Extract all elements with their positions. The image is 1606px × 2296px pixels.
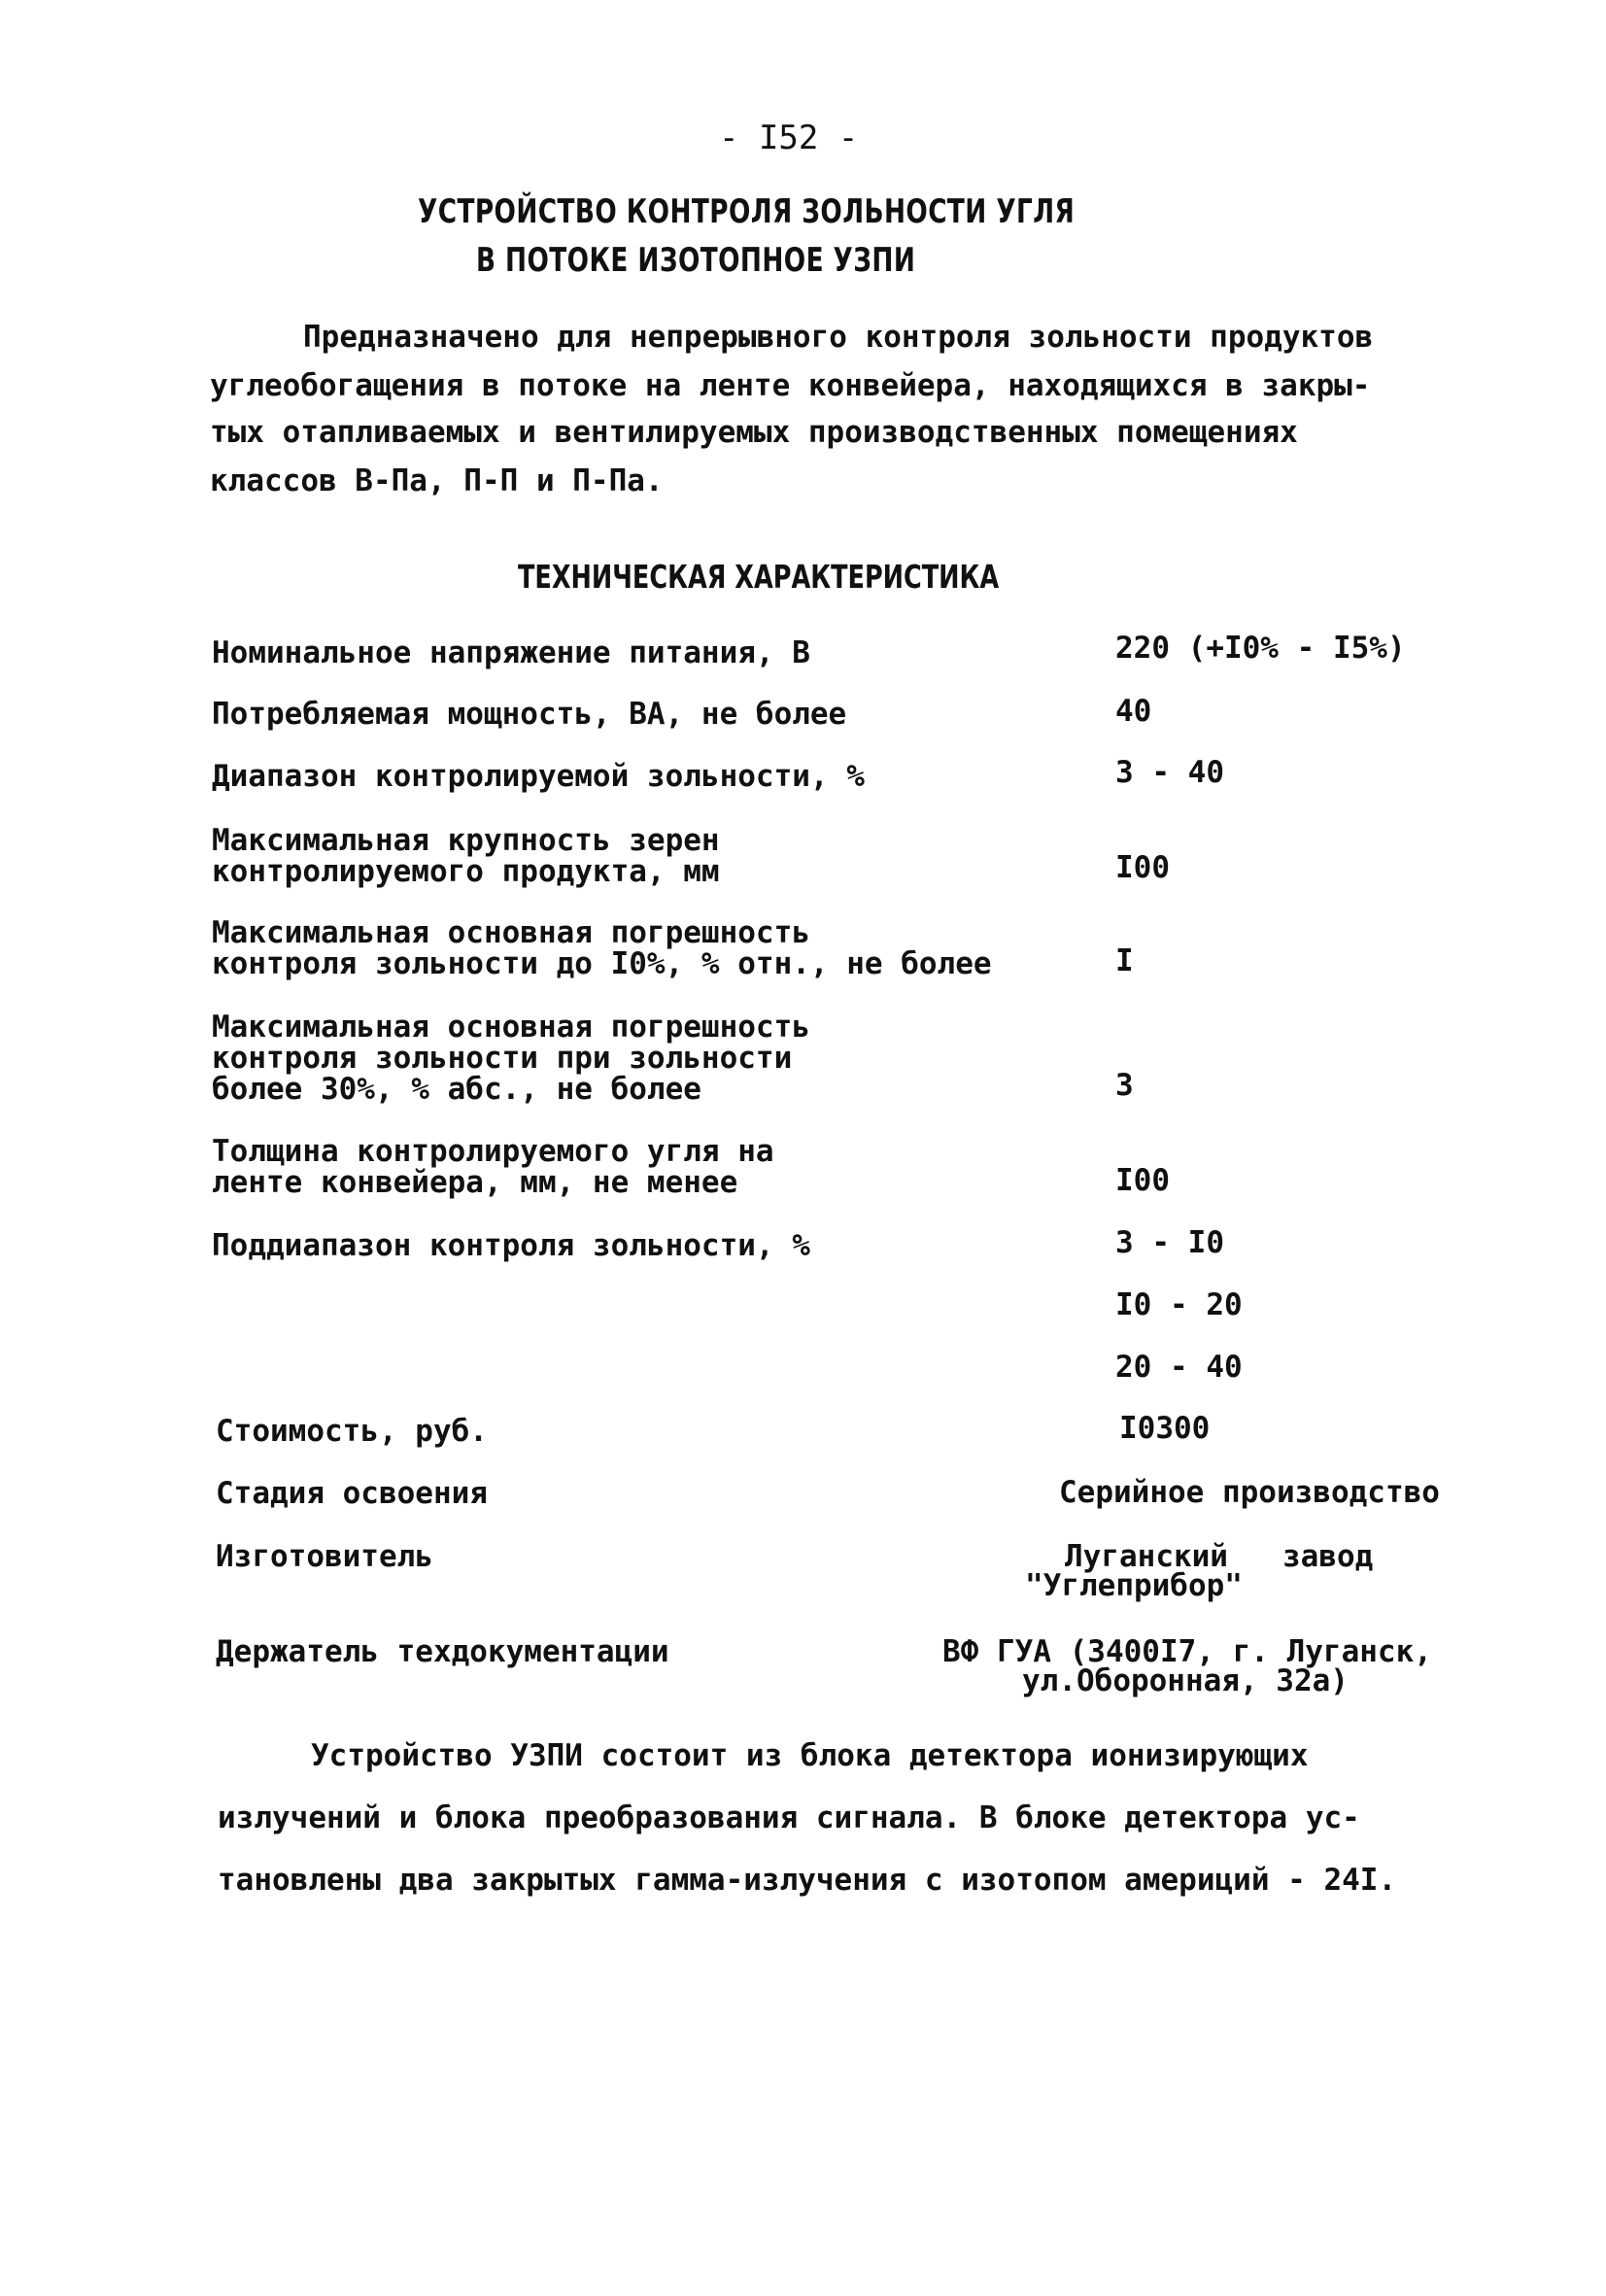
intro-line-2: углеобогащения в потоке на ленте конвейера, находящихся в закры- bbox=[210, 368, 1371, 403]
spec-value: ВФ ГУА (3400I7, г. Луганск, bbox=[942, 1634, 1432, 1669]
spec-value: 40 bbox=[1115, 694, 1152, 729]
spec-value: Серийное производство bbox=[1059, 1475, 1440, 1510]
spec-label: Держатель техдокументации bbox=[216, 1634, 669, 1669]
spec-value: 220 (+I0% - I5%) bbox=[1115, 631, 1406, 666]
spec-label: Диапазон контролируемой зольности, % bbox=[212, 759, 865, 794]
spec-label: Номинальное напряжение питания, В bbox=[212, 635, 810, 670]
spec-label: Максимальная основная погрешность bbox=[212, 915, 810, 950]
spec-label: Стадия освоения bbox=[216, 1476, 488, 1511]
spec-value: I bbox=[1115, 943, 1134, 978]
spec-label: Стоимость, руб. bbox=[216, 1414, 488, 1449]
spec-value: "Углеприбор" bbox=[1025, 1568, 1243, 1603]
spec-label: ленте конвейера, мм, не менее bbox=[212, 1165, 738, 1200]
spec-value: I00 bbox=[1115, 850, 1170, 885]
spec-label: контролируемого продукта, мм bbox=[212, 854, 720, 889]
intro-line-4: классов В-Па, П-П и П-Па. bbox=[210, 463, 664, 498]
intro-line-1: Предназначено для непрерывного контроля зольности продуктов bbox=[303, 320, 1374, 355]
document-title-line-1: УСТРОЙСТВО КОНТРОЛЯ ЗОЛЬНОСТИ УГЛЯ bbox=[418, 192, 1076, 231]
spec-value: 3 - 40 bbox=[1115, 755, 1224, 790]
spec-label: Максимальная крупность зерен bbox=[212, 823, 720, 858]
spec-value: Луганский завод bbox=[1065, 1539, 1374, 1574]
section-heading: ТЕХНИЧЕСКАЯ ХАРАКТЕРИСТИКА bbox=[518, 558, 1000, 596]
spec-value: I0300 bbox=[1119, 1411, 1211, 1446]
spec-label: Потребляемая мощность, ВА, не более bbox=[212, 697, 847, 732]
spec-label: Изготовитель bbox=[216, 1539, 433, 1574]
spec-value: ул.Оборонная, 32а) bbox=[1022, 1663, 1349, 1698]
spec-label: Поддиапазон контроля зольности, % bbox=[212, 1228, 810, 1263]
spec-value: 3 bbox=[1115, 1068, 1134, 1103]
spec-value: I0 - 20 bbox=[1115, 1287, 1243, 1322]
spec-value: I00 bbox=[1115, 1163, 1170, 1198]
document-title-line-2: В ПОТОКЕ ИЗОТОПНОЕ УЗПИ bbox=[476, 241, 916, 280]
intro-line-3: тых отапливаемых и вентилируемых производственных помещениях bbox=[210, 415, 1298, 450]
spec-label: Максимальная основная погрешность bbox=[212, 1010, 810, 1045]
spec-label: контроля зольности при зольности bbox=[212, 1041, 793, 1076]
spec-label: более 30%, % абс., не более bbox=[212, 1072, 701, 1107]
spec-value: 3 - I0 bbox=[1115, 1225, 1224, 1260]
spec-label: контроля зольности до I0%, % отн., не более bbox=[212, 946, 992, 981]
closing-line-3: тановлены два закрытых гамма-излучения с изотопом америций - 24I. bbox=[218, 1863, 1397, 1898]
spec-label: Толщина контролируемого угля на bbox=[212, 1134, 774, 1169]
closing-line-1: Устройство УЗПИ состоит из блока детектора ионизирующих bbox=[311, 1738, 1309, 1773]
page-number: - I52 - bbox=[719, 119, 859, 157]
spec-value: 20 - 40 bbox=[1115, 1350, 1243, 1385]
closing-line-2: излучений и блока преобразования сигнала. В блоке детектора ус- bbox=[218, 1800, 1360, 1835]
